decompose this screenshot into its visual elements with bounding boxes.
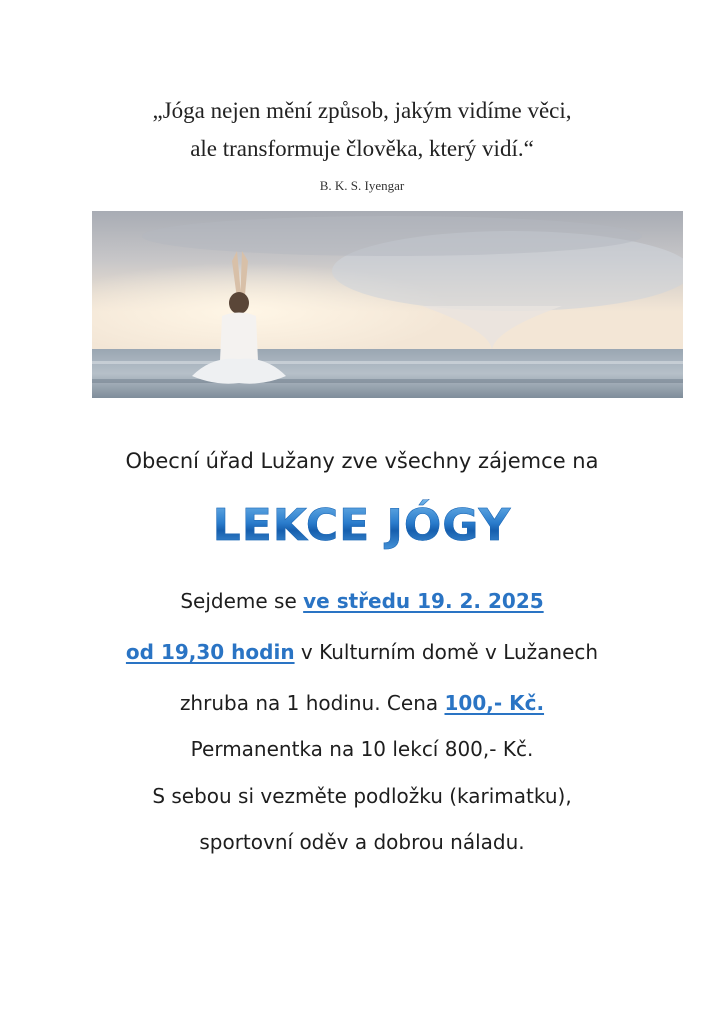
page-title: LEKCE JÓGY	[0, 500, 724, 551]
meeting-date-line	[0, 589, 724, 613]
pass-line: Permanentka na 10 lekcí 800,- Kč.	[190, 737, 534, 761]
quote-line-2: ale transformuje člověka, který vidí.“	[190, 136, 534, 161]
meeting-prefix: Sejdeme se	[180, 589, 304, 613]
bring-line-1: S sebou si vezměte podložku (karimatku),	[152, 784, 572, 808]
yoga-beach-image	[92, 211, 683, 398]
quote-author: B. K. S. Iyengar	[319, 178, 405, 193]
meeting-time: od 19,30 hodin	[125, 640, 295, 664]
yoga-photo	[92, 211, 683, 398]
price: 100,- Kč.	[444, 691, 545, 715]
meeting-time-line	[0, 640, 724, 664]
meeting-date: ve středu 19. 2. 2025	[303, 589, 544, 613]
invitation-text: Obecní úřad Lužany zve všechny zájemce na	[125, 449, 599, 473]
meeting-place: v Kulturním domě v Lužanech	[294, 640, 599, 664]
quote-line-1: „Jóga nejen mění způsob, jakým vidíme věci,	[152, 98, 572, 123]
duration-text: zhruba na 1 hodinu. Cena	[179, 691, 445, 715]
bring-line-2: sportovní oděv a dobrou náladu.	[199, 830, 525, 854]
duration-price-line	[0, 691, 724, 715]
